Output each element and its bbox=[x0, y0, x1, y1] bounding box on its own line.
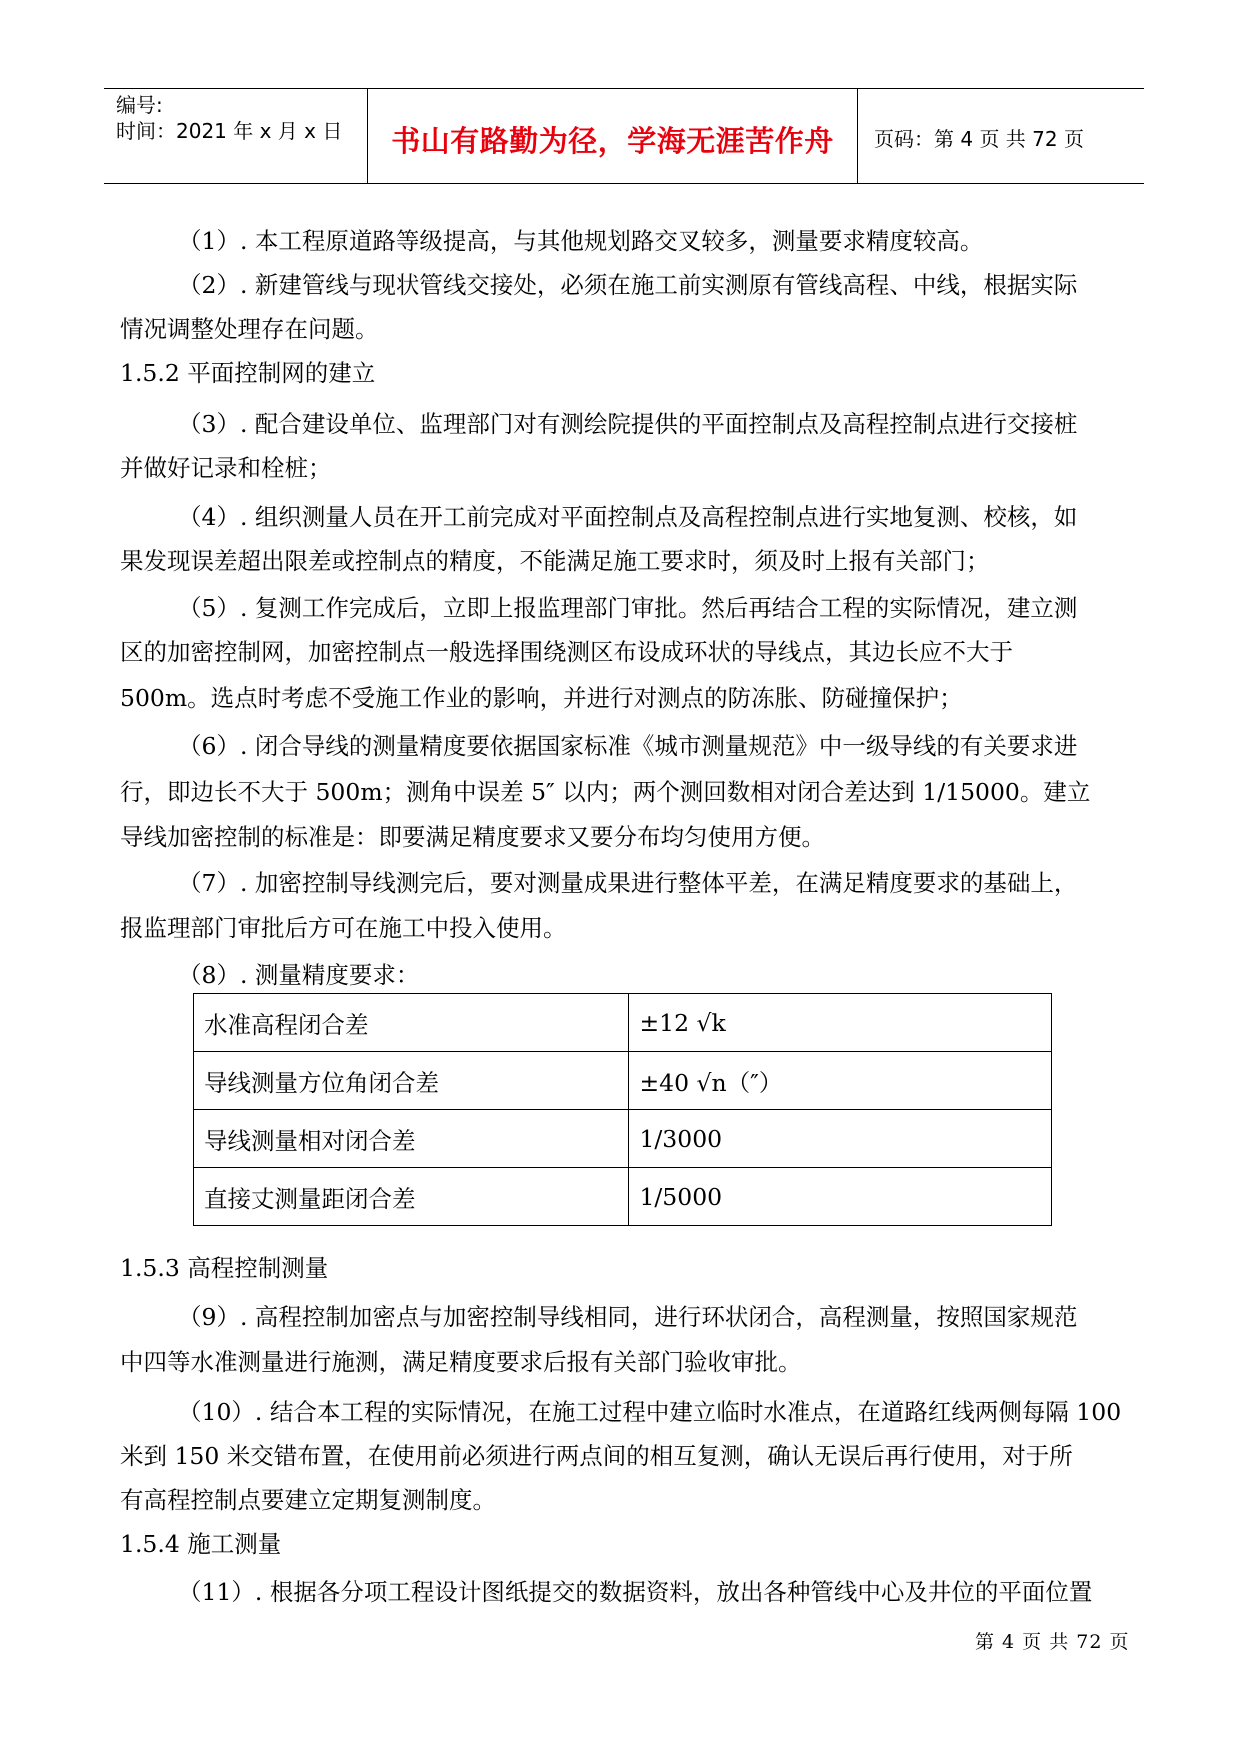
table-cell-value: ±12 √k bbox=[629, 994, 1052, 1052]
page-header bbox=[104, 88, 1144, 184]
header-slogan-cell bbox=[368, 89, 858, 183]
table-cell-value: 1/3000 bbox=[629, 1110, 1052, 1168]
paragraph-3-line-1: （3）. 配合建设单位、监理部门对有测绘院提供的平面控制点及高程控制点进行交接桩 bbox=[178, 410, 1078, 438]
table-cell-value: 1/5000 bbox=[629, 1168, 1052, 1226]
paragraph-4-line-1: （4）. 组织测量人员在开工前完成对平面控制点及高程控制点进行实地复测、校核，如 bbox=[178, 503, 1078, 531]
table-row bbox=[194, 1168, 1052, 1226]
section-heading-1-5-3: 1.5.3 高程控制测量 bbox=[120, 1254, 329, 1282]
section-heading-1-5-4: 1.5.4 施工测量 bbox=[120, 1530, 282, 1558]
paragraph-10-line-3: 有高程控制点要建立定期复测制度。 bbox=[120, 1486, 496, 1514]
paragraph-9-line-2: 中四等水准测量进行施测，满足精度要求后报有关部门验收审批。 bbox=[120, 1348, 802, 1376]
table-cell-item: 直接丈测量距闭合差 bbox=[194, 1168, 629, 1226]
document-number-label: 编号: bbox=[116, 93, 163, 117]
header-page-info: 页码：第 4 页 共 72 页 bbox=[874, 127, 1084, 151]
paragraph-10-line-1: （10）. 结合本工程的实际情况，在施工过程中建立临时水准点，在道路红线两侧每隔 100 bbox=[178, 1398, 1122, 1426]
section-heading-1-5-2: 1.5.2 平面控制网的建立 bbox=[120, 359, 376, 387]
precision-requirements-table bbox=[193, 993, 1052, 1226]
paragraph-7-line-1: （7）. 加密控制导线测完后，要对测量成果进行整体平差，在满足精度要求的基础上， bbox=[178, 869, 1078, 897]
paragraph-6-line-3: 导线加密控制的标准是：即要满足精度要求又要分布均匀使用方便。 bbox=[120, 823, 825, 851]
table-row bbox=[194, 1110, 1052, 1168]
paragraph-2-line-1: （2）. 新建管线与现状管线交接处，必须在施工前实测原有管线高程、中线，根据实际 bbox=[178, 271, 1078, 299]
paragraph-3-line-2: 并做好记录和栓桩； bbox=[120, 454, 332, 482]
paragraph-7-line-2: 报监理部门审批后方可在施工中投入使用。 bbox=[120, 914, 567, 942]
table-cell-value: ±40 √n（″） bbox=[629, 1052, 1052, 1110]
page-footer: 第 4 页 共 72 页 bbox=[975, 1631, 1130, 1653]
paragraph-2-line-2: 情况调整处理存在问题。 bbox=[120, 315, 379, 343]
header-slogan: 书山有路勤为径，学海无涯苦作舟 bbox=[391, 124, 834, 158]
paragraph-5-line-1: （5）. 复测工作完成后，立即上报监理部门审批。然后再结合工程的实际情况，建立测 bbox=[178, 594, 1078, 622]
table-cell-item: 导线测量方位角闭合差 bbox=[194, 1052, 629, 1110]
header-page-cell bbox=[858, 89, 1144, 183]
paragraph-6-line-2: 行，即边长不大于 500m；测角中误差 5″ 以内；两个测回数相对闭合差达到 1/15000。建立 bbox=[120, 778, 1091, 806]
paragraph-4-line-2: 果发现误差超出限差或控制点的精度，不能满足施工要求时，须及时上报有关部门； bbox=[120, 547, 990, 575]
paragraph-8: （8）. 测量精度要求： bbox=[178, 961, 420, 989]
paragraph-6-line-1: （6）. 闭合导线的测量精度要依据国家标准《城市测量规范》中一级导线的有关要求进 bbox=[178, 732, 1078, 760]
paragraph-11: （11）. 根据各分项工程设计图纸提交的数据资料，放出各种管线中心及井位的平面位置 bbox=[178, 1578, 1093, 1606]
table-cell-item: 导线测量相对闭合差 bbox=[194, 1110, 629, 1168]
table-row bbox=[194, 1052, 1052, 1110]
paragraph-5-line-3: 500m。选点时考虑不受施工作业的影响，并进行对测点的防冻胀、防碰撞保护； bbox=[120, 684, 963, 712]
table-row bbox=[194, 994, 1052, 1052]
paragraph-1: （1）. 本工程原道路等级提高，与其他规划路交叉较多，测量要求精度较高。 bbox=[178, 227, 984, 255]
table-cell-item: 水准高程闭合差 bbox=[194, 994, 629, 1052]
header-info-cell bbox=[104, 89, 368, 183]
paragraph-10-line-2: 米到 150 米交错布置，在使用前必须进行两点间的相互复测，确认无误后再行使用，对于所 bbox=[120, 1442, 1073, 1470]
paragraph-5-line-2: 区的加密控制网，加密控制点一般选择围绕测区布设成环状的导线点，其边长应不大于 bbox=[120, 638, 1013, 666]
paragraph-9-line-1: （9）. 高程控制加密点与加密控制导线相同，进行环状闭合，高程测量，按照国家规范 bbox=[178, 1303, 1078, 1331]
document-time-label: 时间：2021 年 x 月 x 日 bbox=[116, 119, 343, 143]
